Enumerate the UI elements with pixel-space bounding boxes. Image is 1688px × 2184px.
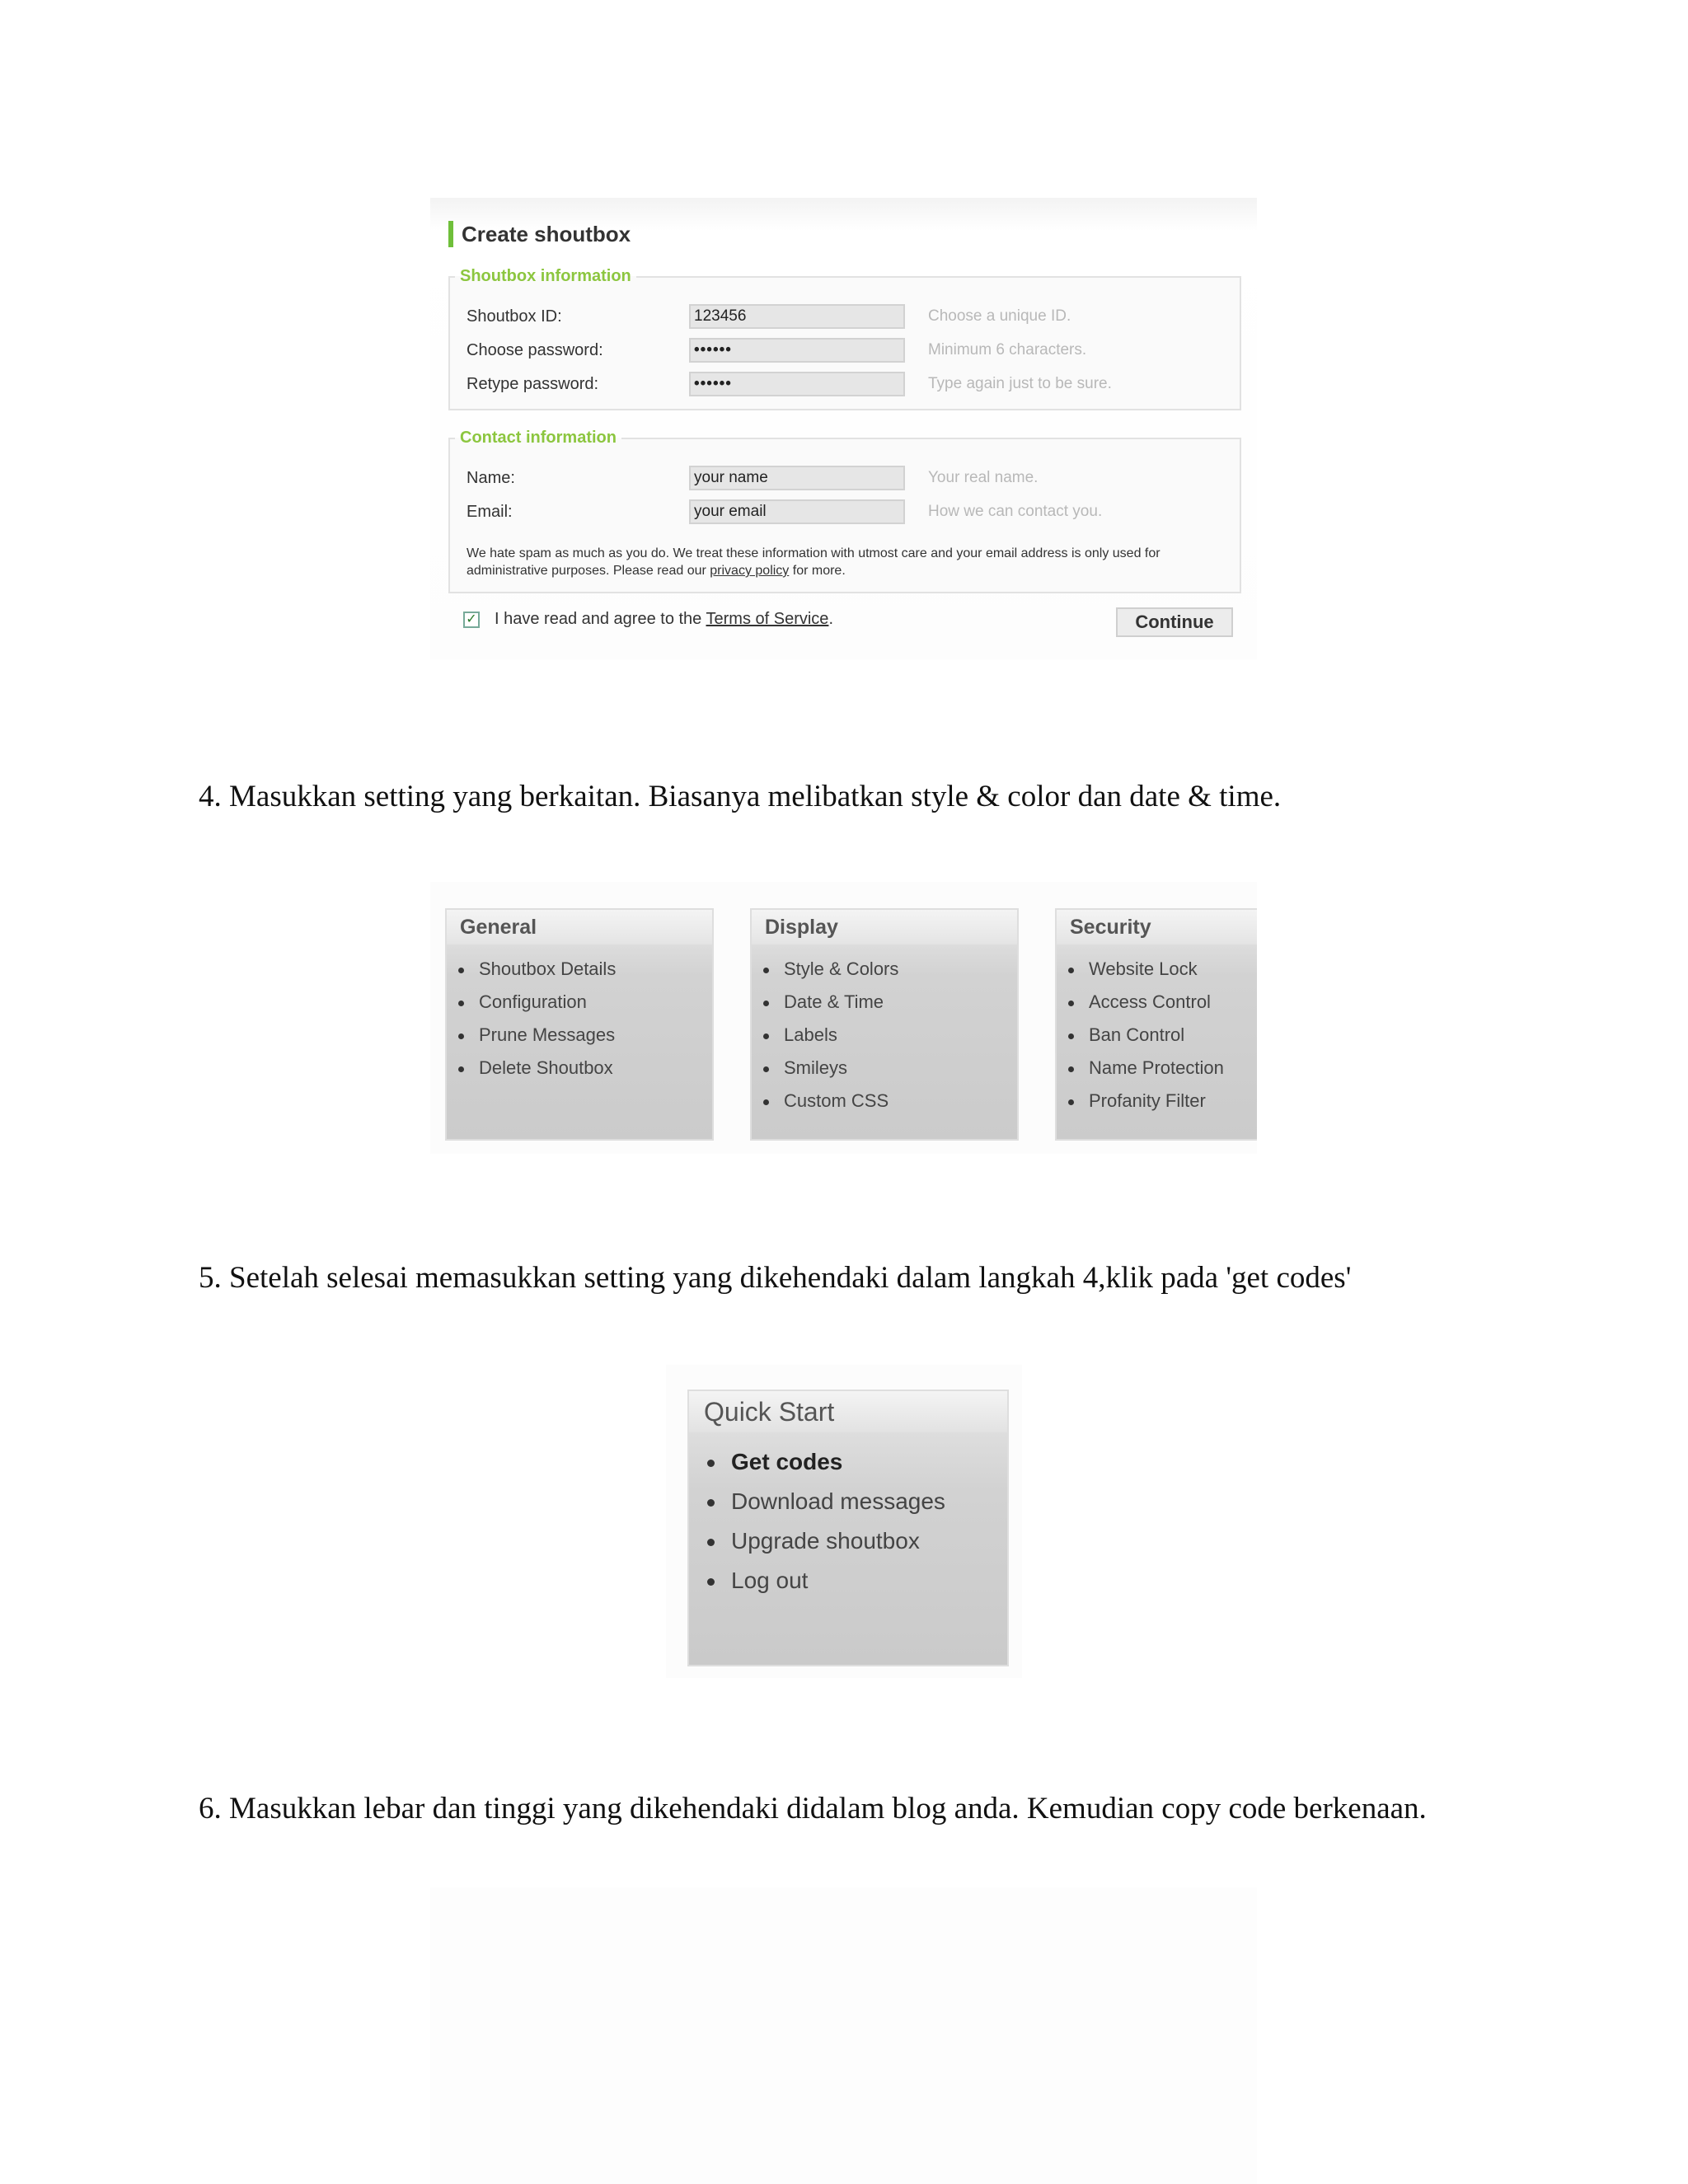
menu-item-prune-messages[interactable]: [458, 1019, 712, 1052]
menu-item-label: Download messages: [731, 1488, 945, 1514]
bullet-icon: [707, 1539, 715, 1546]
general-panel-title: General: [447, 910, 712, 944]
bullet-icon: [763, 1066, 769, 1072]
agree-end: .: [828, 610, 833, 628]
shoutbox-id-row: [467, 304, 1258, 330]
menu-item-smileys[interactable]: [763, 1052, 1017, 1085]
bullet-icon: [1068, 1066, 1074, 1072]
menu-item-label: Prune Messages: [479, 1024, 616, 1045]
bullet-icon: [707, 1578, 715, 1586]
name-row: [467, 466, 1258, 492]
menu-item-configuration[interactable]: [458, 986, 712, 1019]
spam-note-text: We hate spam as much as you do. We treat these information with utmost care and your email address is only used for administrative purposes. Please read our: [467, 546, 1160, 578]
menu-item-name-protection[interactable]: [1068, 1052, 1257, 1085]
privacy-policy-link[interactable]: privacy policy: [710, 564, 790, 578]
password-hint: Minimum 6 characters.: [928, 341, 1087, 359]
menu-item-label: Smileys: [784, 1057, 848, 1078]
contact-information-legend: Contact information: [460, 429, 617, 447]
display-panel-title: Display: [752, 910, 1017, 944]
bullet-icon: [1068, 1001, 1074, 1006]
menu-item-label: Delete Shoutbox: [479, 1057, 613, 1078]
blank-screenshot-area: [430, 1887, 1257, 2184]
password-input[interactable]: ••••••: [689, 338, 905, 363]
form-title: Create shoutbox: [448, 221, 631, 247]
menu-item-download-messages[interactable]: [707, 1482, 1007, 1521]
menu-item-custom-css[interactable]: [763, 1085, 1017, 1118]
retype-password-input[interactable]: ••••••: [689, 372, 905, 396]
menu-item-label: Get codes: [731, 1449, 843, 1474]
bullet-icon: [458, 1001, 464, 1006]
bullet-icon: [707, 1499, 715, 1507]
settings-panels-screenshot: [430, 882, 1257, 1154]
menu-item-label: Name Protection: [1089, 1057, 1224, 1078]
bullet-icon: [458, 968, 464, 973]
bullet-icon: [763, 1099, 769, 1105]
agree-checkbox[interactable]: ✓: [463, 612, 480, 628]
terms-of-service-link[interactable]: Terms of Service: [706, 610, 829, 628]
create-shoutbox-screenshot: [430, 198, 1257, 659]
menu-item-label: Date & Time: [784, 991, 884, 1012]
general-panel: [445, 908, 714, 1141]
retype-password-label: Retype password:: [467, 375, 599, 393]
menu-item-label: Labels: [784, 1024, 837, 1045]
agree-text: I have read and agree to the: [495, 610, 706, 628]
bullet-icon: [763, 1033, 769, 1039]
shoutbox-id-label: Shoutbox ID:: [467, 307, 562, 326]
menu-item-access-control[interactable]: [1068, 986, 1257, 1019]
quick-start-title: Quick Start: [689, 1391, 1007, 1432]
quick-start-screenshot: [666, 1365, 1022, 1678]
menu-item-website-lock[interactable]: [1068, 953, 1257, 986]
shoutbox-id-input[interactable]: 123456: [689, 304, 905, 329]
menu-item-label: Ban Control: [1089, 1024, 1185, 1045]
continue-button[interactable]: Continue: [1116, 607, 1233, 637]
bullet-icon: [1068, 1099, 1074, 1105]
bullet-icon: [1068, 1033, 1074, 1039]
shoutbox-information-fieldset: [448, 267, 1241, 410]
agree-label: [495, 610, 833, 629]
display-panel: [750, 908, 1019, 1141]
contact-information-fieldset: [448, 429, 1241, 593]
email-input[interactable]: your email: [689, 499, 905, 524]
retype-password-row: [467, 372, 1258, 398]
bullet-icon: [763, 968, 769, 973]
menu-item-style-colors[interactable]: [763, 953, 1017, 986]
step-4-text: 4. Masukkan setting yang berkaitan. Biasanya melibatkan style & color dan date & time.: [199, 780, 1282, 813]
step-5-text: 5. Setelah selesai memasukkan setting yang dikehendaki dalam langkah 4,klik pada 'get codes': [199, 1261, 1352, 1295]
spam-note: [467, 545, 1225, 579]
email-label: Email:: [467, 503, 513, 521]
bullet-icon: [763, 1001, 769, 1006]
menu-item-labels[interactable]: [763, 1019, 1017, 1052]
security-panel-title: Security: [1057, 910, 1257, 944]
retype-password-hint: Type again just to be sure.: [928, 375, 1112, 392]
bullet-icon: [707, 1460, 715, 1467]
name-input[interactable]: your name: [689, 466, 905, 490]
menu-item-label: Style & Colors: [784, 958, 899, 979]
bullet-icon: [458, 1066, 464, 1072]
menu-item-ban-control[interactable]: [1068, 1019, 1257, 1052]
menu-item-upgrade-shoutbox[interactable]: [707, 1521, 1007, 1561]
menu-item-label: Log out: [731, 1568, 809, 1593]
email-hint: How we can contact you.: [928, 503, 1103, 520]
menu-item-delete-shoutbox[interactable]: [458, 1052, 712, 1085]
menu-item-label: Access Control: [1089, 991, 1211, 1012]
menu-item-get-codes[interactable]: [707, 1442, 1007, 1482]
quick-start-panel: [687, 1390, 1009, 1666]
password-label: Choose password:: [467, 341, 603, 359]
menu-item-label: Custom CSS: [784, 1090, 889, 1111]
step-6-text: 6. Masukkan lebar dan tinggi yang dikehendaki didalam blog anda. Kemudian copy code berkenaan.: [199, 1792, 1427, 1825]
menu-item-label: Shoutbox Details: [479, 958, 617, 979]
menu-item-date-time[interactable]: [763, 986, 1017, 1019]
menu-item-log-out[interactable]: [707, 1561, 1007, 1601]
menu-item-shoutbox-details[interactable]: [458, 953, 712, 986]
security-panel: [1055, 908, 1257, 1141]
menu-item-label: Profanity Filter: [1089, 1090, 1206, 1111]
menu-item-profanity-filter[interactable]: [1068, 1085, 1257, 1118]
menu-item-label: Upgrade shoutbox: [731, 1528, 920, 1554]
name-hint: Your real name.: [928, 469, 1039, 486]
spam-note-end: for more.: [789, 564, 846, 578]
menu-item-label: Configuration: [479, 991, 587, 1012]
bullet-icon: [458, 1033, 464, 1039]
bullet-icon: [1068, 968, 1074, 973]
shoutbox-information-legend: Shoutbox information: [460, 267, 631, 285]
menu-item-label: Website Lock: [1089, 958, 1198, 979]
password-row: [467, 338, 1258, 364]
email-row: [467, 499, 1258, 526]
shoutbox-id-hint: Choose a unique ID.: [928, 307, 1071, 325]
name-label: Name:: [467, 469, 515, 487]
